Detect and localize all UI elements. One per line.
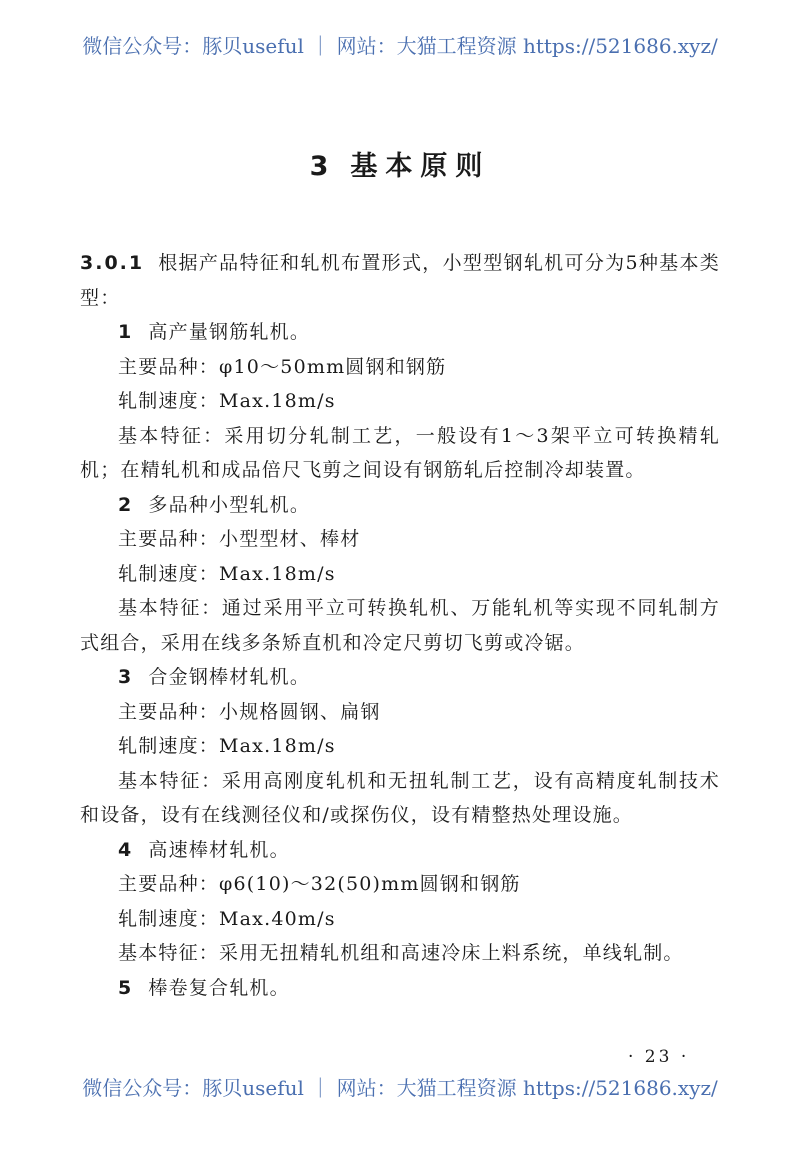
document-body xyxy=(80,246,720,1005)
chapter-title: 基本原则 xyxy=(350,151,491,182)
item-title: 高产量钢筋轧机。 xyxy=(148,321,311,343)
item-speed: 轧制速度：Max.40m/s xyxy=(118,907,336,930)
clause-text: 根据产品特征和轧机布置形式，小型型钢轧机可分为5种基本类型： xyxy=(80,252,720,309)
item-title: 合金钢棒材轧机。 xyxy=(148,666,311,688)
chapter-number: 3 xyxy=(309,151,337,182)
list-item-title xyxy=(80,971,720,1006)
chapter-heading xyxy=(0,144,800,183)
item-product: 主要品种：φ6(10)～32(50)mm圆钢和钢筋 xyxy=(118,873,521,895)
list-item-title xyxy=(80,488,720,523)
item-number: 4 xyxy=(118,838,133,861)
item-product: 主要品种：φ10～50mm圆钢和钢筋 xyxy=(118,355,447,378)
watermark-bottom: 微信公众号：豚贝useful ｜ 网站：大猫工程资源 https://521686.xyz/ xyxy=(82,1076,718,1100)
item-product: 主要品种：小型型材、棒材 xyxy=(118,528,361,550)
item-number: 5 xyxy=(118,976,133,999)
item-product: 主要品种：小规格圆钢、扁钢 xyxy=(118,700,381,723)
item-feature: 基本特征：通过采用平立可转换轧机、万能轧机等实现不同轧制方式组合，采用在线多条矫直机和冷定尺剪切飞剪或冷锯。 xyxy=(80,597,720,654)
item-speed: 轧制速度：Max.18m/s xyxy=(118,562,336,585)
item-title: 多品种小型轧机。 xyxy=(148,493,311,516)
clause-paragraph xyxy=(80,246,720,315)
item-feature: 基本特征：采用高刚度轧机和无扭轧制工艺，设有高精度轧制技术和设备，设有在线测径仪和/或探伤仪，设有精整热处理设施。 xyxy=(80,769,720,826)
item-speed: 轧制速度：Max.18m/s xyxy=(118,390,336,412)
item-feature: 基本特征：采用无扭精轧机组和高速冷床上料系统，单线轧制。 xyxy=(118,942,684,964)
item-speed: 轧制速度：Max.18m/s xyxy=(118,735,336,757)
clause-number: 3.0.1 xyxy=(80,252,145,274)
item-number: 1 xyxy=(118,321,133,343)
item-title: 棒卷复合轧机。 xyxy=(148,976,290,999)
watermark-top: 微信公众号：豚贝useful ｜ 网站：大猫工程资源 https://521686.xyz/ xyxy=(82,34,718,58)
list-item-title xyxy=(80,315,720,350)
list-item-title xyxy=(80,660,720,695)
page-number: · 23 · xyxy=(628,1047,690,1067)
item-title: 高速棒材轧机。 xyxy=(148,838,290,861)
item-number: 3 xyxy=(118,666,133,688)
item-number: 2 xyxy=(118,493,133,516)
item-feature: 基本特征：采用切分轧制工艺，一般设有1～3架平立可转换精轧机；在精轧机和成品倍尺飞剪之间设有钢筋轧后控制冷却装置。 xyxy=(80,424,720,481)
list-item-title xyxy=(80,833,720,868)
